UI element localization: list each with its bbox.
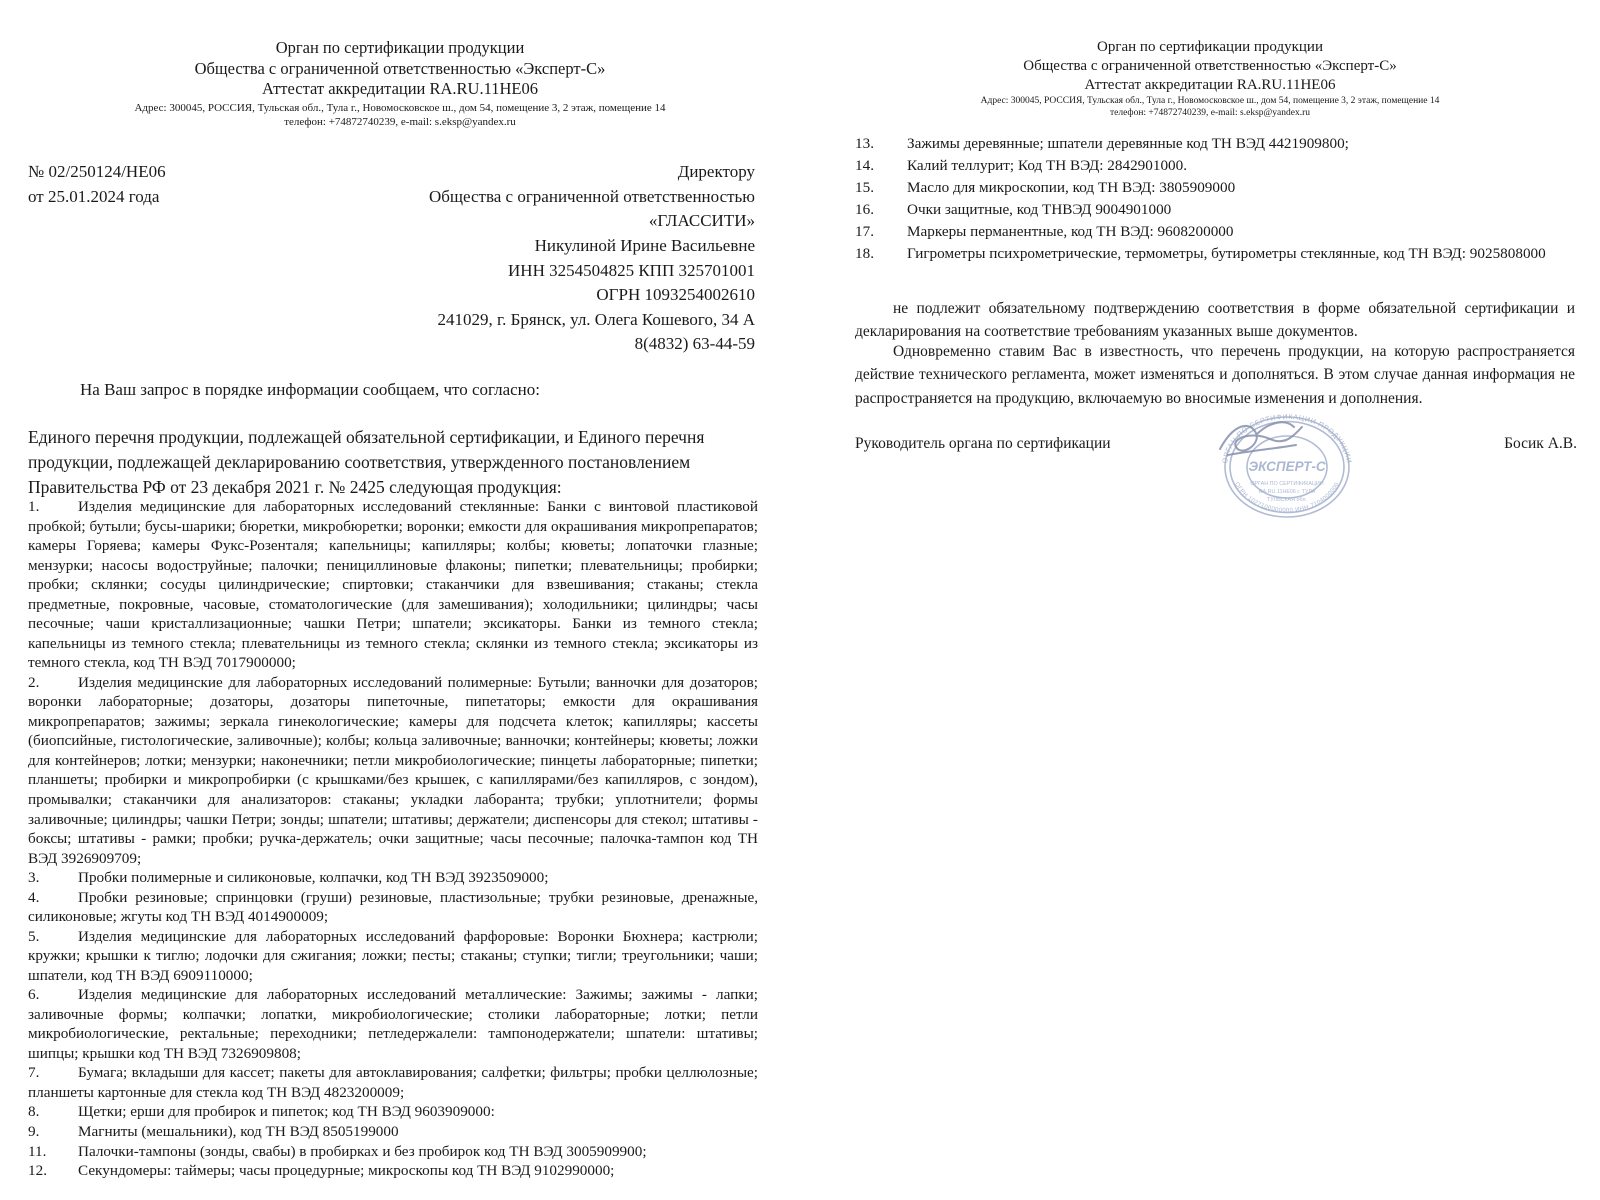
list-item-text: Пробки резиновые; спринцовки (груши) резиновые, пластизольные; трубки резиновые, дренажные, силиконовые; жгуты код ТН ВЭД 4014900009;: [28, 888, 758, 926]
svg-text:ОГРН 1027100000000 ИНН 7104000: ОГРН 1027100000000 ИНН 7104000000: [1233, 481, 1341, 515]
letterhead-accreditation: Аттестат аккредитации RA.RU.11НЕ06: [1084, 76, 1336, 93]
letterhead-phone: телефон: +74872740239, e-mail: s.eksp@yandex.ru: [1109, 108, 1311, 119]
addressee-line-1: Директору: [677, 162, 755, 181]
list-item-number: 1.: [28, 498, 40, 515]
svg-text:ОРГАН ПО СЕРТИФИКАЦИИ ПРОДУКЦИ: ОРГАН ПО СЕРТИФИКАЦИИ ПРОДУКЦИИ: [1220, 411, 1354, 465]
intro-paragraph: На Ваш запрос в порядке информации сообщаем, что согласно:: [80, 380, 540, 399]
list-item-number: 16.: [855, 201, 874, 219]
svg-text:RA.RU.11НЕ06 г. ТУЛА: RA.RU.11НЕ06 г. ТУЛА: [1258, 489, 1316, 495]
letterhead-right: [850, 38, 1570, 120]
list-item-number: 17.: [855, 223, 874, 241]
signature-role: Руководитель органа по сертификации: [855, 435, 1111, 452]
list-item: [28, 1161, 758, 1181]
list-item: [855, 243, 1575, 265]
signature-row: [855, 435, 1577, 453]
addressee-block: [295, 160, 755, 357]
list-item: [28, 1102, 758, 1122]
official-stamp: [1198, 405, 1376, 523]
list-item-number: 11.: [28, 1142, 47, 1160]
addressee-line-7: 241029, г. Брянск, ул. Олега Кошевого, 34 А: [437, 309, 755, 329]
list-item: [28, 868, 758, 888]
addressee-line-4: Никулиной Ирине Васильевне: [534, 235, 755, 255]
list-item: [28, 985, 758, 1063]
letterhead-address: Адрес: 300045, РОССИЯ, Тульская обл., Тула г., Новомосковское ш., дом 54, помещение 3, 2 этаж, помещение 14: [134, 101, 666, 114]
document-reference: [28, 160, 166, 209]
list-item: [855, 177, 1575, 199]
list-item-number: 5.: [28, 927, 40, 945]
list-item-text: Секундомеры: таймеры; часы процедурные; микроскопы код ТН ВЭД 9102990000;: [78, 1162, 615, 1180]
list-item: [28, 927, 758, 986]
list-item-text: Гигрометры психрометрические, термометры, бутирометры стеклянные, код ТН ВЭД: 9025808000: [907, 245, 1546, 263]
list-item-number: 8.: [28, 1103, 40, 1121]
list-item: [855, 199, 1575, 221]
list-item-number: 15.: [855, 179, 874, 197]
addressee-line-8: 8(4832) 63-44-59: [634, 334, 755, 354]
list-item-text: Изделия медицинские для лабораторных исследований полимерные: Бутыли; ванночки для дозаторов; воронки лабораторные; дозаторы, дозаторы пипеточные, пипетаторы; емкости для окрашивания микропрепаратов; зажимы; зеркала гинекологические; камеры для подсчета клеток; капилляры; кассеты (биопсийные, гистологические, заливочные); колбы; кольца заливочные; ванночки; контейнеры; кюветы; ложки для контейнеров; лотки; мензурки; наконечники; петли микробиологические; пинцеты лабораторные; пипетки; планшеты; пробирки и микропробирки (с крышками/без крышек, с капиллярами/без капилляров, с зондом), промывалки; стаканчики для анализаторов: стаканы; укладки лаборанта; трубки; уплотнители; формы заливочные; цилиндры; чашки Петри; зонды; шпатели; штативы; держатели; диспенсоры для стекол; штативы - боксы; штативы - рамки; пробки; ручка-держатель; очки защитные; часы песочные; палочка-тампон код ТН ВЭД 3926909709;: [28, 673, 758, 867]
conclusion-paragraph-1: не подлежит обязательному подтверждению соответствия в форме обязательной сертификации и декларирования на соответствие требованиям указанных выше документов.: [855, 300, 1575, 341]
list-item-text: Щетки; ерши для пробирок и пипеток; код ТН ВЭД 9603909000:: [78, 1103, 495, 1121]
list-item-number: 2.: [28, 673, 40, 691]
list-item-number: 4.: [28, 888, 40, 906]
addressee-line-6: ОГРН 1093254002610: [596, 285, 755, 305]
list-item: [855, 133, 1575, 155]
letterhead-org-line1: Орган по сертификации продукции: [275, 38, 525, 57]
list-item-text: Бумага; вкладыши для кассет; пакеты для автоклавирования; салфетки; фильтры; пробки целлюлозные; планшеты картонные для стекла код ТН ВЭД 4823200009;: [28, 1064, 758, 1101]
letterhead-address: Адрес: 300045, РОССИЯ, Тульская обл., Тула г., Новомосковское ш., дом 54, помещение 3, 2 этаж, помещение 14: [980, 96, 1440, 107]
document-number: № 02/250124/НЕ06: [28, 162, 166, 181]
list-item: [28, 888, 758, 927]
conclusion-paragraph-2: Одновременно ставим Вас в известность, что перечень продукции, на которую распространяется действие технического регламента, может изменяться и дополняться. В этом случае данная информация не распространяется на продукцию, включаемую во вносимые изменения и дополнения.: [855, 343, 1575, 407]
letterhead-org-line2: Общества с ограниченной ответственностью «Эксперт-С»: [1023, 57, 1397, 74]
product-list-left: [28, 497, 758, 1181]
list-item-text: Маркеры перманентные, код ТН ВЭД: 9608200000: [907, 223, 1234, 241]
document-date: от 25.01.2024 года: [28, 186, 160, 206]
list-item-number: 18.: [855, 245, 874, 263]
list-item-text: Изделия медицинские для лабораторных исследований металлические: Зажимы; зажимы - лапки; заливочные формы; колпачки; лопатки, микробиологические; столики лабораторные; лотки; петли микробиологические, ректальные; переходники; петледержалели: тампонодержатели; шпатели: штативы; шипцы; крышки код ТН ВЭД 7326909808;: [28, 986, 758, 1062]
list-item: [28, 1142, 758, 1162]
list-item-text: Масло для микроскопии, код ТН ВЭД: 3805909000: [907, 179, 1236, 197]
list-item-number: 7.: [28, 1064, 40, 1082]
list-item: [28, 1063, 758, 1102]
legal-basis-paragraph: Единого перечня продукции, подлежащей обязательной сертификации, и Единого перечня продукции, подлежащей декларированию соответствия, утвержденного постановлением Правительства РФ от 23 декабря 2021 г. № 2425 следующая продукция:: [28, 427, 705, 497]
list-item: [28, 1122, 758, 1142]
list-item-text: Очки защитные, код ТНВЭД 9004901000: [907, 201, 1172, 219]
list-item-text: Магниты (мешальники), код ТН ВЭД 8505199000: [78, 1123, 399, 1140]
list-item-number: 13.: [855, 135, 874, 152]
list-item-number: 3.: [28, 869, 40, 887]
signature-name: Босик А.В.: [1504, 435, 1577, 452]
svg-text:ЭКСПЕРТ-С: ЭКСПЕРТ-С: [1248, 459, 1326, 474]
list-item: [855, 221, 1575, 243]
list-item-text: Пробки полимерные и силиконовые, колпачки, код ТН ВЭД 3923509000;: [78, 869, 549, 887]
list-item: [855, 155, 1575, 177]
list-item-text: Зажимы деревянные; шпатели деревянные код ТН ВЭД 4421909800;: [907, 135, 1349, 152]
list-item-number: 14.: [855, 157, 874, 175]
page-right: [800, 0, 1600, 1200]
addressee-line-5: ИНН 3254504825 КПП 325701001: [508, 260, 755, 280]
list-item-text: Изделия медицинские для лабораторных исследований фарфоровые: Воронки Бюхнера; кастрюли; кружки; крышки к тиглю; лодочки для сжигания; ложки; песты; стаканы; ступки; тигли; треугольники; чаши; шпатели, код ТН ВЭД 6909110000;: [28, 927, 758, 984]
letterhead-accreditation: Аттестат аккредитации RA.RU.11НЕ06: [262, 79, 538, 99]
addressee-line-2: Общества с ограниченной ответственностью: [428, 186, 755, 206]
letterhead-org-line1: Орган по сертификации продукции: [1097, 39, 1323, 55]
list-item-number: 9.: [28, 1123, 40, 1140]
list-item-text: Изделия медицинские для лабораторных исследований стеклянные: Банки с винтовой пластиковой пробкой; бутыли; бусы-шарики; бюретки, микробюретки; воронки; емкости для окрашивания микропрепаратов; камеры Горяева; камеры Фукс-Розенталя; капельницы; капилляры; колбы; кюветы; лопаточки глазные; мензурки; насосы водоструйные; палочки; пенициллиновые флаконы; пипетки; плевательницы; пробирки; пробки; склянки; сосуды цилиндрические; спиртовки; стаканчики для взвешивания; стаканы; стекла предметные, покровные, часовые, стоматологические (для замешивания); холодильники; цилиндры; часы песочные; чаши кристаллизационные; чашки Петри; шпатели; эксикаторы. Банки из темного стекла; капельницы из темного стекла; плевательницы из темного стекла; склянки из темного стекла; эксикаторы из темного стекла, код ТН ВЭД 7017900000;: [28, 498, 758, 672]
letterhead-phone: телефон: +74872740239, e-mail: s.eksp@yandex.ru: [284, 115, 516, 128]
svg-text:ОРГАН ПО СЕРТИФИКАЦИИ: ОРГАН ПО СЕРТИФИКАЦИИ: [1250, 481, 1324, 487]
letterhead-org-line2: Общества с ограниченной ответственностью «Эксперт-С»: [194, 58, 606, 78]
list-item-text: Палочки-тампоны (зонды, свабы) в пробирках и без пробирок код ТН ВЭД 3005909900;: [78, 1142, 647, 1160]
svg-text:ТУЛЬСКАЯ обл.: ТУЛЬСКАЯ обл.: [1267, 497, 1307, 503]
list-item: [28, 497, 758, 673]
list-item-number: 6.: [28, 986, 40, 1004]
letterhead-left: [40, 38, 760, 129]
list-item-text: Калий теллурит; Код ТН ВЭД: 2842901000.: [907, 157, 1188, 175]
product-list-right: [855, 133, 1575, 265]
list-item: [28, 673, 758, 868]
addressee-line-3: «ГЛАССИТИ»: [648, 211, 755, 231]
list-item-number: 12.: [28, 1162, 47, 1180]
